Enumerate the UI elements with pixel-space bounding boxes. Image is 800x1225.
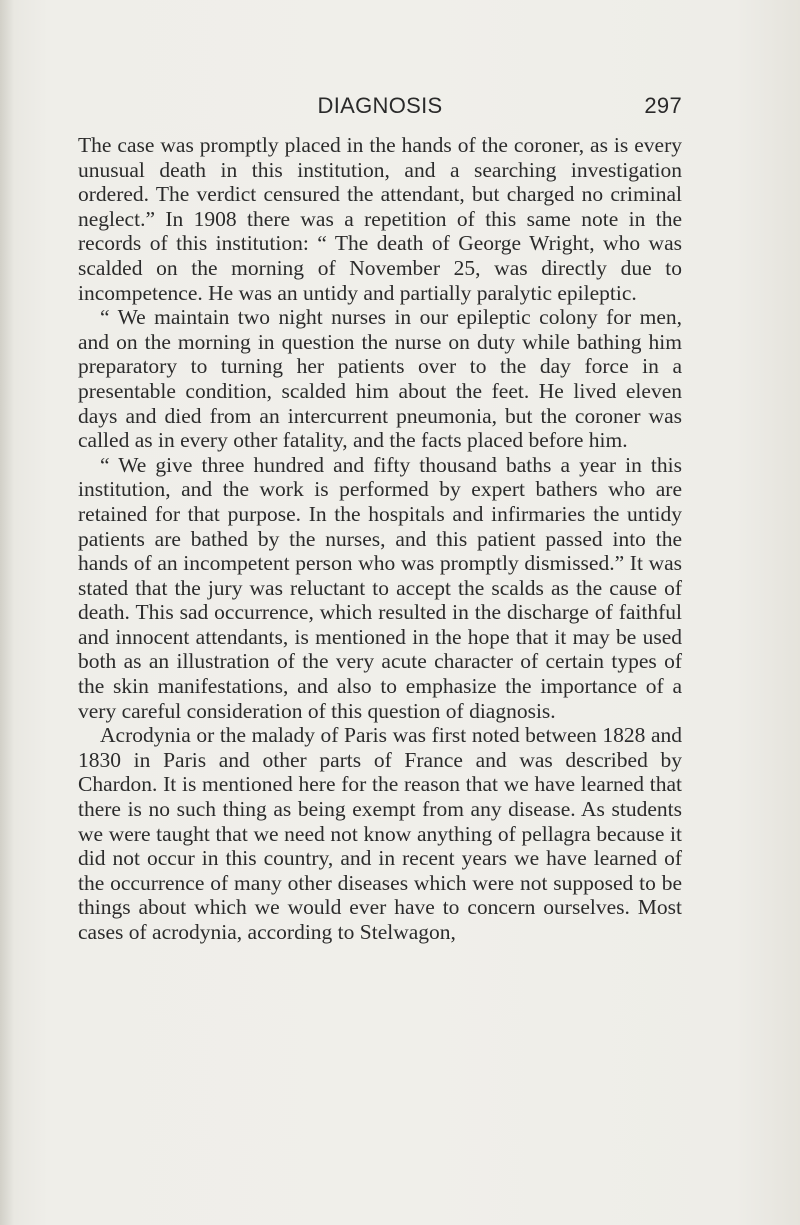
running-head-title: DIAGNOSIS [317, 93, 443, 118]
running-head [78, 93, 682, 121]
paragraph-3: “ We give three hundred and fifty thousand baths a year in this institution, and the work is performed by expert bathers who are retained for that purpose. In the hospitals and infirmaries the untidy patients are bathed by the nurses, and this patient passed into the hands of an incompetent person who was promptly dismissed.” It was stated that the jury was reluctant to accept the scalds as the cause of death. This sad occurrence, which resulted in the discharge of faithful and innocent attendants, is mentioned in the hope that it may be used both as an illustration of the very acute character of certain types of the skin manifestations, and also to emphasize the importance of a very careful consideration of this question of diagnosis. [78, 452, 682, 723]
paragraph-2: “ We maintain two night nurses in our epileptic colony for men, and on the morning in question the nurse on duty while bathing him preparatory to turning her patients over to the day force in a presentable condition, scalded him about the feet. He lived eleven days and died from an intercurrent pneumonia, but the coroner was called as in every other fatality, and the facts placed before him. [78, 305, 682, 453]
page-gutter-shadow [0, 0, 14, 1225]
paragraph-4: Acrodynia or the malady of Paris was first noted between 1828 and 1830 in Paris and other parts of France and was described by Chardon. It is mentioned here for the reason that we have learned that there is no such thing as being exempt from any disease. As students we were taught that we need not know anything of pellagra because it did not occur in this country, and in recent years we have learned of the occurrence of many other diseases which were not supposed to be things about which we would ever have to concern ourselves. Most cases of acrodynia, according to Stelwagon, [78, 723, 682, 944]
body-text [78, 133, 682, 945]
paragraph-1: The case was promptly placed in the hands of the coroner, as is every unusual death in this institution, and a searching investigation ordered. The verdict censured the attendant, but charged no criminal neglect.” In 1908 there was a repetition of this same note in the records of this institution: “ The death of George Wright, who was scalded on the morning of November 25, was directly due to incompetence. He was an untidy and partially paralytic epileptic. [78, 133, 682, 305]
page-number: 297 [644, 93, 682, 118]
